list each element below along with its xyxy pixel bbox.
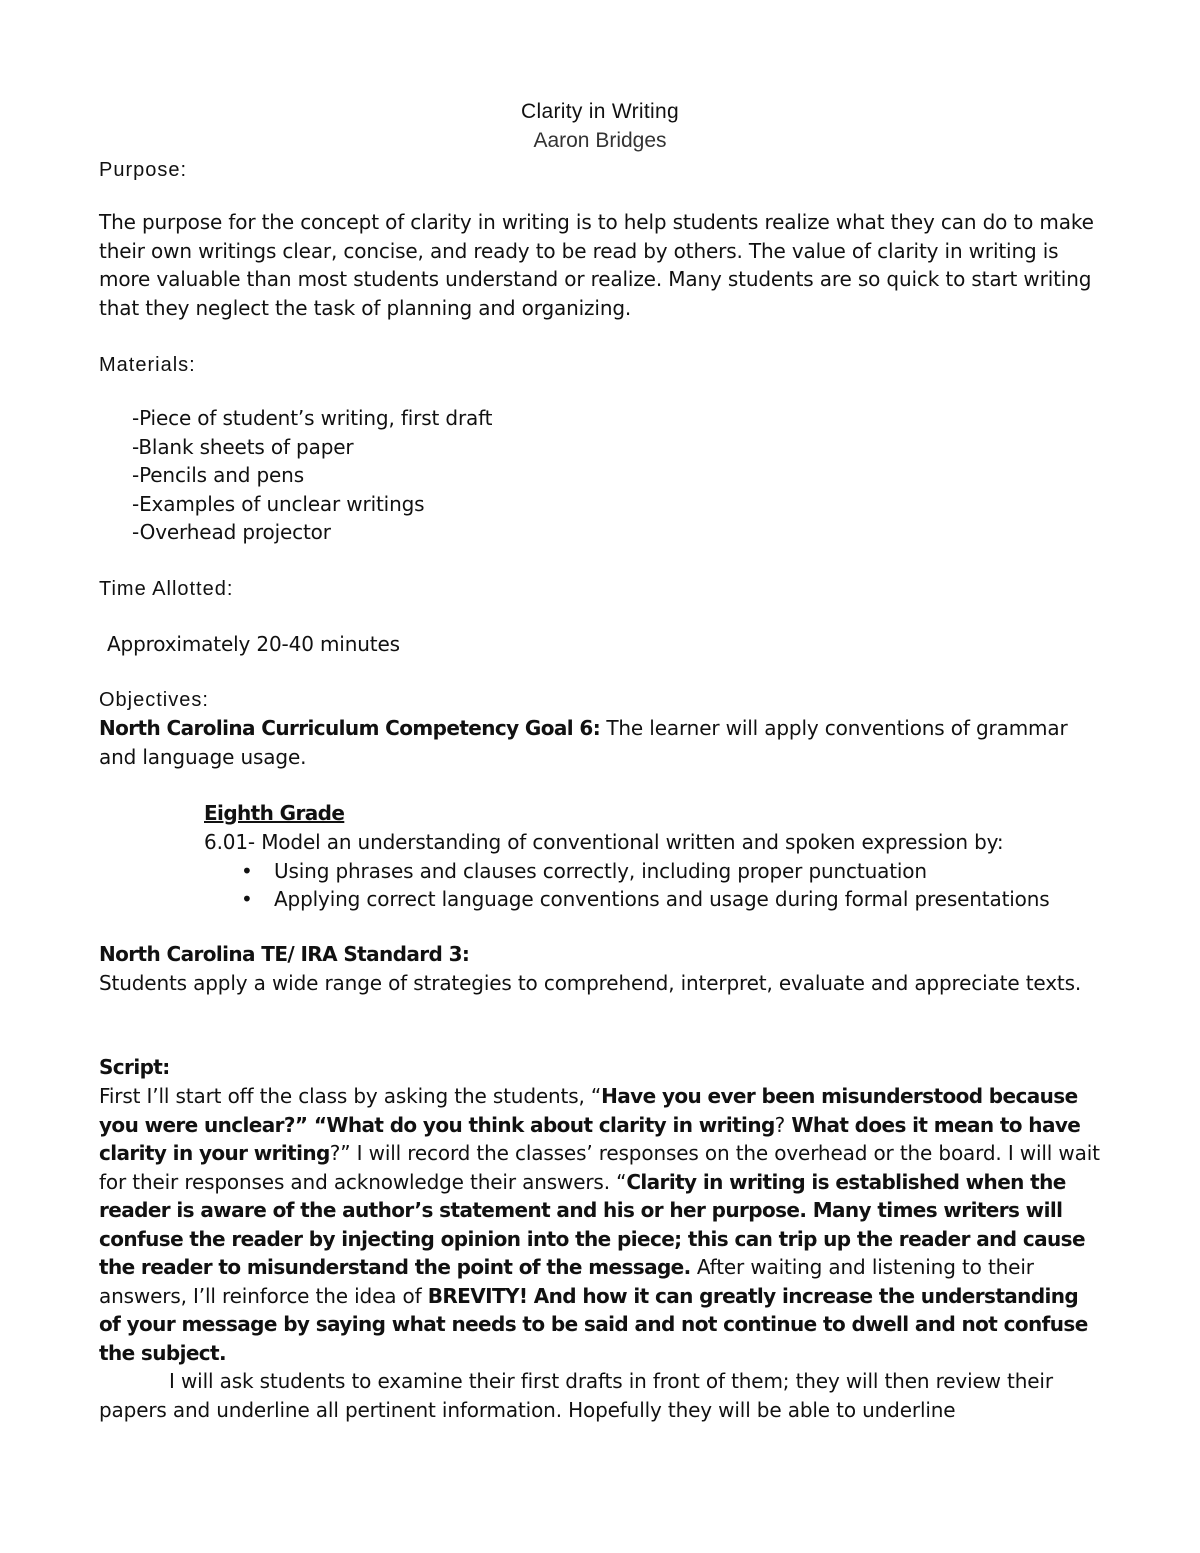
bullet-icon: • xyxy=(241,858,253,883)
list-item xyxy=(204,857,1050,886)
goal-text: The learner will apply conventions of grammar and language usage. xyxy=(99,716,1068,769)
bullet-text: Applying correct language conventions and usage during formal presentations xyxy=(274,887,1050,911)
script-paragraph xyxy=(99,1082,1104,1424)
objectives-heading: Objectives: xyxy=(99,689,209,711)
script-question-bold: What does it mean to have clarity in your writing xyxy=(99,1112,1081,1165)
grade-title-text: Eighth Grade xyxy=(204,801,345,825)
script-text: ?” I will record the classes’ responses on the overhead or the board. I will wait for their responses and acknowledge their answers. “ xyxy=(99,1141,1100,1194)
script-heading-text: Script: xyxy=(99,1055,170,1079)
standard-line: 6.01- Model an understanding of conventional written and spoken expression by: xyxy=(204,830,1004,854)
document-author: Aaron Bridges xyxy=(533,129,667,152)
script-question-bold: Have you ever been misunderstood because you were unclear?” “What do you think about clarity in writing xyxy=(99,1084,1078,1137)
list-item: -Blank sheets of paper xyxy=(132,434,354,459)
document-title: Clarity in Writing xyxy=(521,100,679,123)
script-text: First I’ll start off the class by asking the students, “ xyxy=(99,1084,602,1108)
script-definition-bold: Clarity in writing is established when the reader is aware of the author’s statement and his or her purpose. Many times writers will confuse the reader by injecting opinion into the piece; this can trip up the reader and cause the reader to misunderstand the point of the message. xyxy=(99,1169,1085,1279)
script-text: ? xyxy=(774,1112,792,1137)
list-item: -Examples of unclear writings xyxy=(132,491,425,516)
bullet-text: Using phrases and clauses correctly, including proper punctuation xyxy=(274,858,927,883)
materials-list xyxy=(132,404,492,547)
script-text: After waiting and listening to their answers, I’ll reinforce the idea of xyxy=(99,1255,1034,1308)
list-item: -Piece of student’s writing, first draft xyxy=(132,406,493,430)
purpose-heading: Purpose: xyxy=(99,159,188,181)
materials-heading: Materials: xyxy=(99,354,196,376)
script-paragraph-2 xyxy=(99,1367,1104,1424)
script-paragraph-1 xyxy=(99,1082,1104,1367)
list-item: -Pencils and pens xyxy=(132,463,304,487)
standard3-heading xyxy=(99,940,1109,969)
bullet-icon: • xyxy=(241,887,253,911)
script-brevity-bold: BREVITY! And how it can greatly increase the understanding of your message by saying what needs to be said and not continue to dwell and not confuse the subject. xyxy=(99,1283,1088,1365)
goal-label: North Carolina Curriculum Competency Goal 6: xyxy=(99,716,601,740)
list-item xyxy=(204,885,1050,914)
script-heading xyxy=(99,1053,1109,1082)
standard3-text: Students apply a wide range of strategies to comprehend, interpret, evaluate and appreciate texts. xyxy=(99,971,1082,995)
time-heading: Time Allotted: xyxy=(99,578,234,600)
grade-title xyxy=(204,799,344,827)
list-item: -Overhead projector xyxy=(132,520,331,544)
standard-list xyxy=(204,828,1050,914)
time-text: Approximately 20-40 minutes xyxy=(107,632,400,656)
purpose-paragraph: The purpose for the concept of clarity in writing is to help students realize what they can do to make their own writings clear, concise, and ready to be read by others. The value of clarity in writing is more valuable than most students understand or realize. Many students are so quick to start writing that they neglect the task of planning and organizing. xyxy=(99,210,1094,320)
objectives-goal xyxy=(99,714,1109,771)
standard3-heading-text: North Carolina TE/ IRA Standard 3: xyxy=(99,942,470,966)
script-text: I will ask students to examine their first drafts in front of them; they will then review their papers and underline all pertinent information. Hopefully they will be able to underline xyxy=(99,1369,1053,1422)
